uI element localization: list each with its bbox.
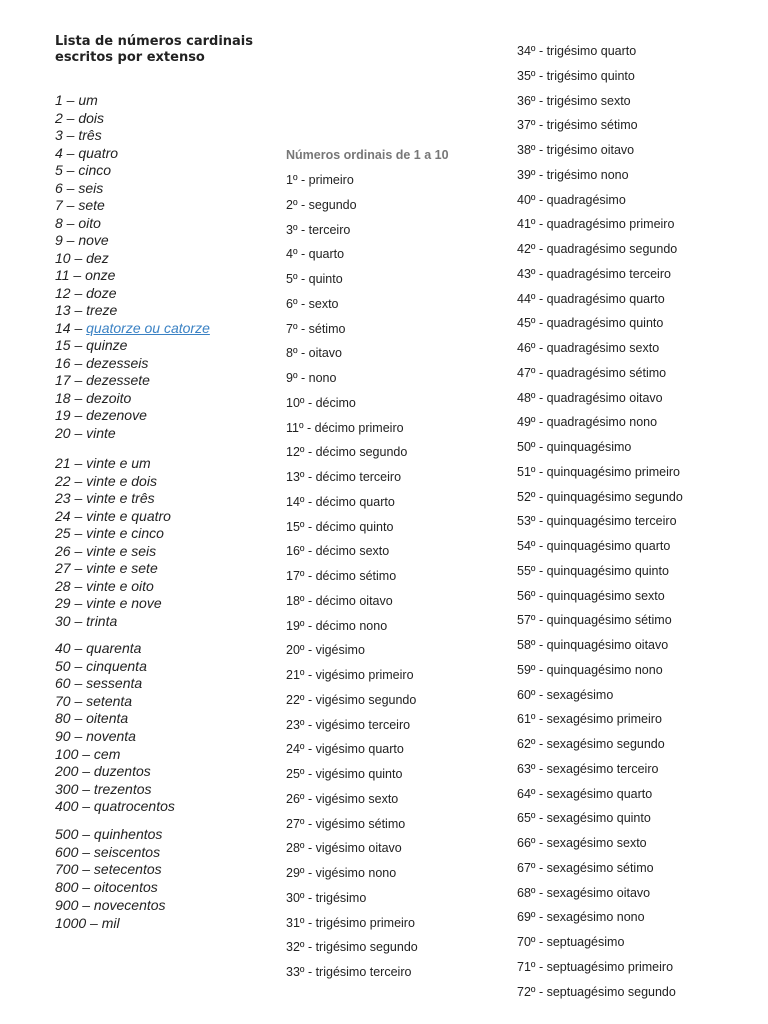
cardinal-item: 27 – vinte e sete <box>55 560 158 576</box>
cardinal-item: 29 – vinte e nove <box>55 595 162 611</box>
ordinal-item: 21º - vigésimo primeiro <box>286 668 414 682</box>
cardinal-item: 200 – duzentos <box>55 763 151 780</box>
ordinal-item: 68º - sexagésimo oitavo <box>517 885 651 900</box>
cardinal-item[interactable]: 14 – quatorze ou catorze <box>55 319 210 336</box>
cardinal-item: 28 – vinte e oito <box>55 577 154 594</box>
cardinal-item: 4 – quatro <box>55 144 119 161</box>
cardinal-item: 900 – novecentos <box>55 896 166 913</box>
ordinal-item: 54º - quinquagésimo quarto <box>517 539 671 553</box>
cardinal-item: 13 – treze <box>55 302 118 318</box>
ordinal-item: 14º - décimo quarto <box>286 494 395 509</box>
ordinal-item: 29º - vigésimo nono <box>286 866 397 880</box>
cardinal-item: 800 – oitocentos <box>55 879 158 896</box>
ordinal-item: 65º - sexagésimo quinto <box>517 811 651 826</box>
cardinal-item: 70 – setenta <box>55 692 133 709</box>
ordinal-item: 67º - sexagésimo sétimo <box>517 860 654 875</box>
ordinal-item: 1º - primeiro <box>286 173 354 187</box>
ordinal-item: 5º - quinto <box>286 272 343 286</box>
ordinal-item: 41º - quadragésimo primeiro <box>517 217 675 232</box>
ordinal-item: 64º - sexagésimo quarto <box>517 786 653 801</box>
cardinal-item: 60 – sessenta <box>55 675 143 692</box>
ordinal-item: 12º - décimo segundo <box>286 445 408 460</box>
ordinal-item: 52º - quinquagésimo segundo <box>517 489 683 504</box>
cardinal-item: 300 – trezentos <box>55 780 152 797</box>
cardinal-item: 8 – oito <box>55 214 101 231</box>
ordinal-item: 27º - vigésimo sétimo <box>286 816 406 831</box>
cardinal-item: 23 – vinte e três <box>55 490 155 506</box>
ordinal-item: 42º - quadragésimo segundo <box>517 242 678 256</box>
ordinal-item: 35º - trigésimo quinto <box>517 68 635 83</box>
ordinal-item: 38º - trigésimo oitavo <box>517 143 635 157</box>
ordinal-item: 22º - vigésimo segundo <box>286 692 417 707</box>
ordinal-item: 70º - septuagésimo <box>517 935 625 949</box>
ordinal-item: 17º - décimo sétimo <box>286 569 397 583</box>
cardinal-item: 2 – dois <box>55 109 105 126</box>
cardinals-title: Lista de números cardinais escritos por extenso <box>55 34 253 65</box>
cardinal-item: 17 – dezessete <box>55 372 150 388</box>
ordinal-item: 47º - quadragésimo sétimo <box>517 365 667 380</box>
ordinal-item: 71º - septuagésimo primeiro <box>517 959 674 974</box>
ordinal-item: 11º - décimo primeiro <box>286 420 404 435</box>
cardinal-item: 400 – quatrocentos <box>55 798 175 815</box>
cardinal-item: 15 – quinze <box>55 337 128 353</box>
cardinal-item: 5 – cinco <box>55 162 112 178</box>
ordinal-item: 40º - quadragésimo <box>517 192 626 207</box>
cardinal-item: 700 – setecentos <box>55 861 162 878</box>
cardinal-item: 11 – onze <box>55 267 116 283</box>
ordinal-item: 26º - vigésimo sexto <box>286 791 399 806</box>
cardinal-item: 40 – quarenta <box>55 640 142 656</box>
cardinal-item: 21 – vinte e um <box>55 455 151 471</box>
ordinal-item: 58º - quinquagésimo oitavo <box>517 638 669 652</box>
ordinal-item: 57º - quinquagésimo sétimo <box>517 613 672 628</box>
cardinal-item: 7 – sete <box>55 197 105 213</box>
ordinal-item: 24º - vigésimo quarto <box>286 742 404 757</box>
cardinal-item: 6 – seis <box>55 179 104 196</box>
cardinal-item: 100 – cem <box>55 745 121 762</box>
ordinal-item: 23º - vigésimo terceiro <box>286 717 411 732</box>
ordinal-item: 7º - sétimo <box>286 321 346 336</box>
cardinal-item: 25 – vinte e cinco <box>55 525 164 541</box>
ordinal-item: 55º - quinquagésimo quinto <box>517 563 669 578</box>
ordinal-item: 36º - trigésimo sexto <box>517 93 631 108</box>
ordinal-item: 48º - quadragésimo oitavo <box>517 390 663 405</box>
cardinal-item: 9 – nove <box>55 232 109 248</box>
ordinal-item: 9º - nono <box>286 371 337 385</box>
ordinal-item: 16º - décimo sexto <box>286 544 390 559</box>
cardinal-item: 12 – doze <box>55 284 117 301</box>
cardinal-item: 3 – três <box>55 127 102 143</box>
cardinal-item: 1000 – mil <box>55 914 120 931</box>
ordinal-item: 39º - trigésimo nono <box>517 167 629 182</box>
ordinal-item: 63º - sexagésimo terceiro <box>517 761 659 776</box>
ordinal-item: 28º - vigésimo oitavo <box>286 841 402 856</box>
ordinal-item: 72º - septuagésimo segundo <box>517 984 676 999</box>
cardinal-item: 600 – seiscentos <box>55 843 161 860</box>
cardinal-item: 24 – vinte e quatro <box>55 507 171 524</box>
ordinal-item: 53º - quinquagésimo terceiro <box>517 514 677 529</box>
cardinal-item: 22 – vinte e dois <box>55 472 157 489</box>
ordinal-item: 10º - décimo <box>286 395 356 410</box>
ordinal-item: 15º - décimo quinto <box>286 519 394 534</box>
ordinal-item: 44º - quadragésimo quarto <box>517 291 665 306</box>
ordinal-item: 43º - quadragésimo terceiro <box>517 266 671 281</box>
ordinal-item: 13º - décimo terceiro <box>286 470 402 484</box>
ordinal-item: 20º - vigésimo <box>286 643 365 658</box>
ordinal-item: 25º - vigésimo quinto <box>286 767 403 781</box>
cardinal-item: 90 – noventa <box>55 728 136 744</box>
cardinal-item: 16 – dezesseis <box>55 354 149 371</box>
cardinal-item: 19 – dezenove <box>55 407 147 423</box>
ordinal-item: 18º - décimo oitavo <box>286 593 393 608</box>
quatorze-link[interactable]: quatorze ou catorze <box>86 319 210 336</box>
cardinal-item: 30 – trinta <box>55 612 118 629</box>
ordinal-item: 2º - segundo <box>286 197 357 212</box>
ordinal-item: 6º - sexto <box>286 296 339 311</box>
ordinal-item: 30º - trigésimo <box>286 890 367 905</box>
ordinal-item: 37º - trigésimo sétimo <box>517 118 638 133</box>
ordinal-item: 19º - décimo nono <box>286 618 388 633</box>
ordinal-item: 45º - quadragésimo quinto <box>517 316 664 331</box>
cardinal-item: 10 – dez <box>55 249 109 266</box>
ordinal-item: 3º - terceiro <box>286 222 351 237</box>
ordinal-item: 62º - sexagésimo segundo <box>517 737 665 751</box>
ordinal-item: 56º - quinquagésimo sexto <box>517 588 665 603</box>
ordinal-item: 46º - quadragésimo sexto <box>517 341 660 355</box>
ordinal-item: 61º - sexagésimo primeiro <box>517 712 662 727</box>
ordinal-item: 60º - sexagésimo <box>517 687 614 702</box>
ordinal-item: 49º - quadragésimo nono <box>517 415 658 430</box>
ordinal-item: 32º - trigésimo segundo <box>286 940 418 955</box>
ordinal-item: 66º - sexagésimo sexto <box>517 836 647 850</box>
ordinal-item: 59º - quinquagésimo nono <box>517 662 663 677</box>
ordinal-item: 8º - oitavo <box>286 346 342 361</box>
cardinal-item: 1 – um <box>55 92 98 108</box>
ordinals-heading: Números ordinais de 1 a 10 <box>286 148 449 162</box>
cardinal-item: 18 – dezoito <box>55 389 132 406</box>
cardinal-item: 500 – quinhentos <box>55 826 163 842</box>
ordinal-item: 51º - quinquagésimo primeiro <box>517 464 680 479</box>
ordinal-item: 4º - quarto <box>286 247 345 262</box>
cardinal-item: 80 – oitenta <box>55 710 129 727</box>
ordinal-item: 69º - sexagésimo nono <box>517 910 645 925</box>
ordinal-item: 50º - quinquagésimo <box>517 440 632 454</box>
ordinal-item: 34º - trigésimo quarto <box>517 44 637 58</box>
ordinal-item: 31º - trigésimo primeiro <box>286 915 415 930</box>
ordinal-item: 33º - trigésimo terceiro <box>286 965 412 979</box>
cardinal-item: 50 – cinquenta <box>55 657 147 674</box>
cardinal-item: 20 – vinte <box>55 424 116 441</box>
cardinal-item: 26 – vinte e seis <box>55 542 157 559</box>
